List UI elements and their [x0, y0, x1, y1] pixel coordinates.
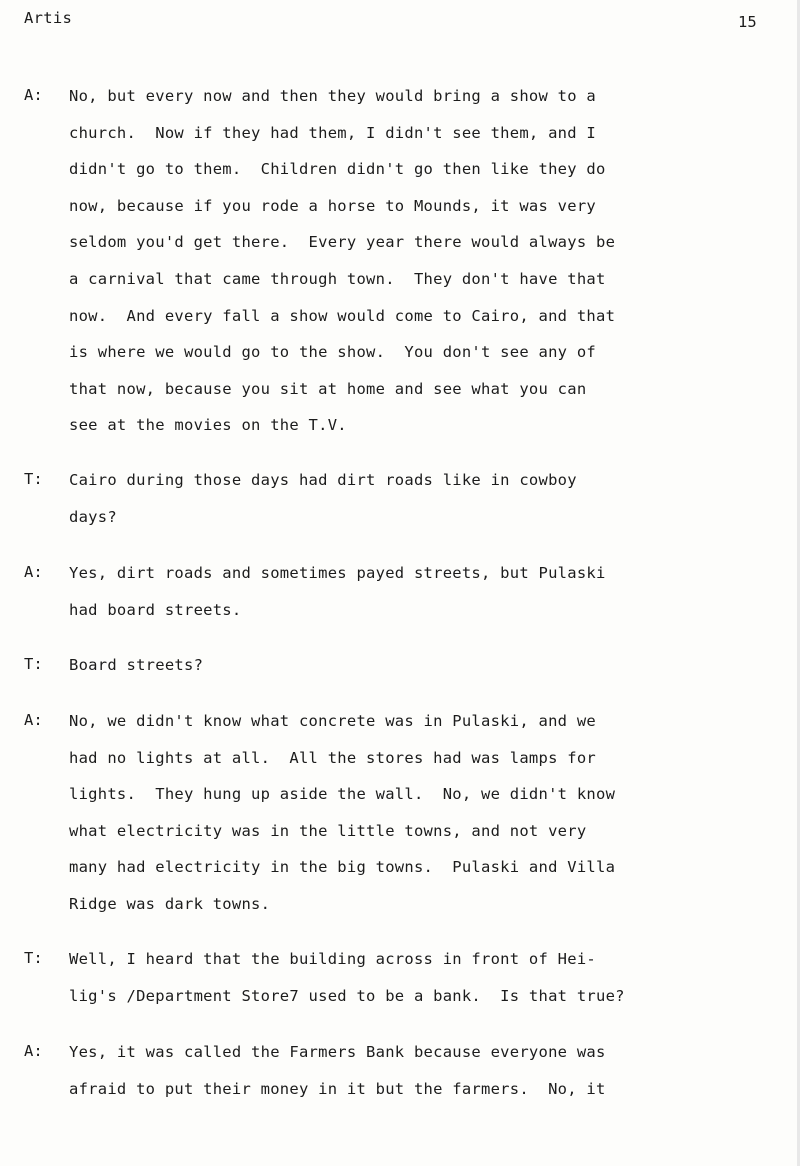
speaker-label: T: [24, 655, 43, 673]
text-line: afraid to put their money in it but the farmers. No, it [69, 1079, 606, 1098]
speaker-label: A: [24, 86, 43, 104]
text-line: Well, I heard that the building across in front of Hei- [69, 950, 596, 968]
text-line: had board streets. [69, 600, 242, 619]
text-line: No, but every now and then they would bring a show to a [69, 87, 596, 105]
dialogue-text [69, 711, 759, 931]
speaker-label: T: [24, 470, 43, 488]
text-line: seldom you'd get there. Every year there would always be [69, 233, 616, 252]
text-line: Yes, dirt roads and sometimes payed streets, but Pulaski [69, 564, 606, 582]
text-line: is where we would go to the show. You don't see any of [69, 343, 596, 362]
dialogue-text [69, 949, 759, 1022]
header-interviewee-name: Artis [24, 9, 73, 27]
text-line: didn't go to them. Children didn't go then like they do [69, 160, 606, 179]
dialogue-text [69, 655, 759, 692]
text-line: Ridge was dark towns. [69, 894, 271, 913]
text-line: days? [69, 507, 117, 526]
page-number: 15 [738, 13, 757, 31]
text-line: Yes, it was called the Farmers Bank because everyone was [69, 1043, 606, 1061]
speaker-label: A: [24, 1042, 43, 1060]
text-line: lig's /Department Store7 used to be a bank. Is that true? [69, 986, 625, 1005]
text-line: see at the movies on the T.V. [69, 416, 347, 435]
text-line: now. And every fall a show would come to Cairo, and that [69, 306, 616, 325]
text-line: what electricity was in the little towns, and not very [69, 821, 587, 840]
dialogue-text [69, 563, 759, 636]
text-line: Board streets? [69, 656, 204, 674]
text-line: now, because if you rode a horse to Mounds, it was very [69, 196, 596, 215]
text-line: church. Now if they had them, I didn't see them, and I [69, 123, 596, 142]
dialogue-text [69, 1042, 759, 1115]
text-line: a carnival that came through town. They don't have that [69, 269, 606, 288]
text-line: had no lights at all. All the stores had was lamps for [69, 748, 596, 767]
text-line: lights. They hung up aside the wall. No, we didn't know [69, 785, 616, 804]
speaker-label: A: [24, 711, 43, 729]
text-line: many had electricity in the big towns. Pulaski and Villa [69, 858, 616, 877]
speaker-label: A: [24, 563, 43, 581]
text-line: No, we didn't know what concrete was in Pulaski, and we [69, 712, 596, 730]
dialogue-text [69, 86, 759, 452]
dialogue-text [69, 470, 759, 543]
text-line: Cairo during those days had dirt roads like in cowboy [69, 471, 577, 489]
speaker-label: T: [24, 949, 43, 967]
text-line: that now, because you sit at home and see what you can [69, 379, 587, 398]
